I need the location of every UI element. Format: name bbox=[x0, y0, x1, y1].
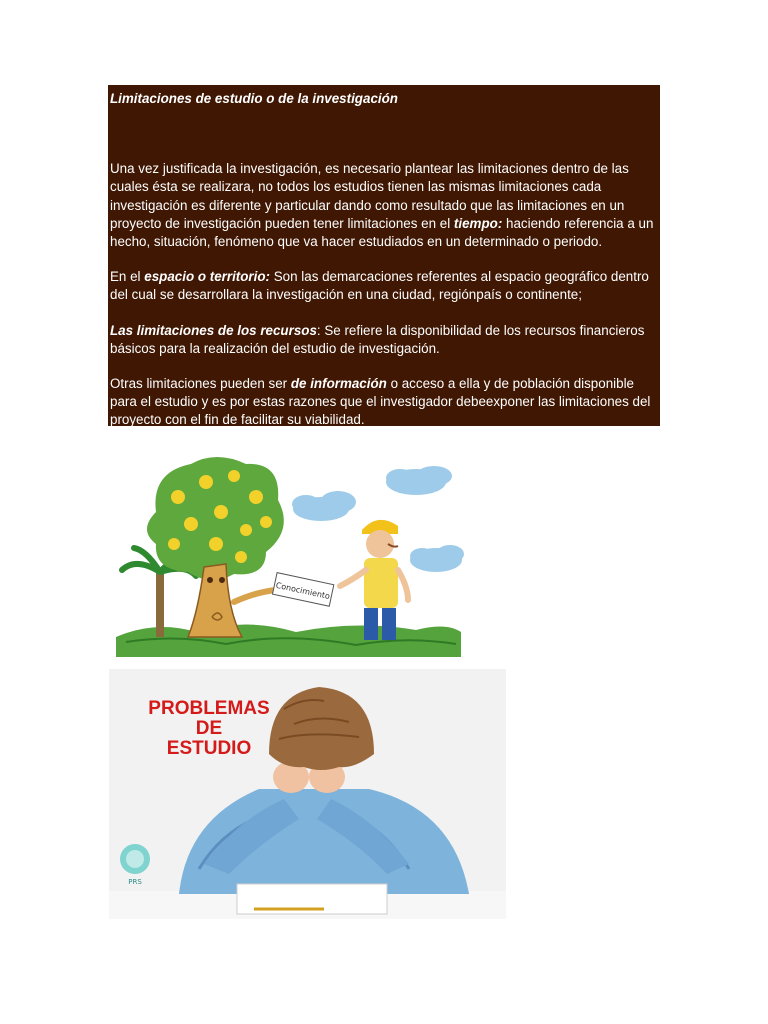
problems-title-line1: PROBLEMAS bbox=[148, 698, 270, 719]
p4-emphasis: de información bbox=[290, 376, 387, 392]
paragraph-recursos bbox=[110, 322, 658, 358]
p2-after: Son las demarcaciones referentes al espacio geográfico dentro del cual se desarrollara la investigación en una ciudad, regiónpaís o continente; bbox=[110, 269, 649, 303]
p4-after: o acceso a ella y de población disponible para el estudio y es por estas razones que el investigador debeexponer las limitaciones del proyecto con el fin de facilitar su viabilidad. bbox=[110, 376, 651, 428]
grass-icon bbox=[116, 625, 461, 658]
problems-title-line3: ESTUDIO bbox=[166, 738, 252, 759]
p3-after: : Se refiere la disponibilidad de los recursos financieros básicos para la realización del estudio de investigación. bbox=[110, 322, 645, 356]
tree-worker-illustration bbox=[116, 452, 468, 662]
tree-icon bbox=[147, 457, 284, 637]
worker-icon bbox=[340, 520, 408, 640]
p4-before: Otras limitaciones pueden ser bbox=[110, 376, 291, 392]
section-heading: Limitaciones de estudio o de la investigación bbox=[110, 91, 398, 106]
knowledge-sign bbox=[273, 573, 334, 607]
paragraph-tiempo bbox=[110, 160, 658, 251]
study-problems-photo bbox=[109, 669, 506, 919]
problems-title-line2: DE bbox=[195, 718, 223, 739]
sign-text: Conocimiento bbox=[274, 580, 331, 602]
p1-before: Una vez justificada la investigación, es necesario plantear las limitaciones dentro de las cuales ésta se realizara, no todos los estudios tienen las mismas limitaciones cada investigación es diferente y particular dando como resultado que las limitaciones en un proyecto de investigación pueden tener limitaciones en el bbox=[110, 161, 629, 231]
p2-emphasis: espacio o territorio: bbox=[144, 269, 270, 285]
p2-before: En el bbox=[110, 269, 145, 285]
p3-emphasis: Las limitaciones de los recursos bbox=[110, 322, 317, 338]
p1-after: haciendo referencia a un hecho, situación, fenómeno que va hacer estudiados en un determinado o periodo. bbox=[110, 215, 654, 250]
boy-illustration bbox=[109, 669, 506, 919]
logo-text: PRS bbox=[128, 878, 142, 886]
paragraph-informacion bbox=[110, 375, 658, 430]
p1-emphasis: tiempo: bbox=[453, 215, 503, 231]
text-box bbox=[108, 85, 660, 426]
paragraph-espacio bbox=[110, 268, 658, 304]
